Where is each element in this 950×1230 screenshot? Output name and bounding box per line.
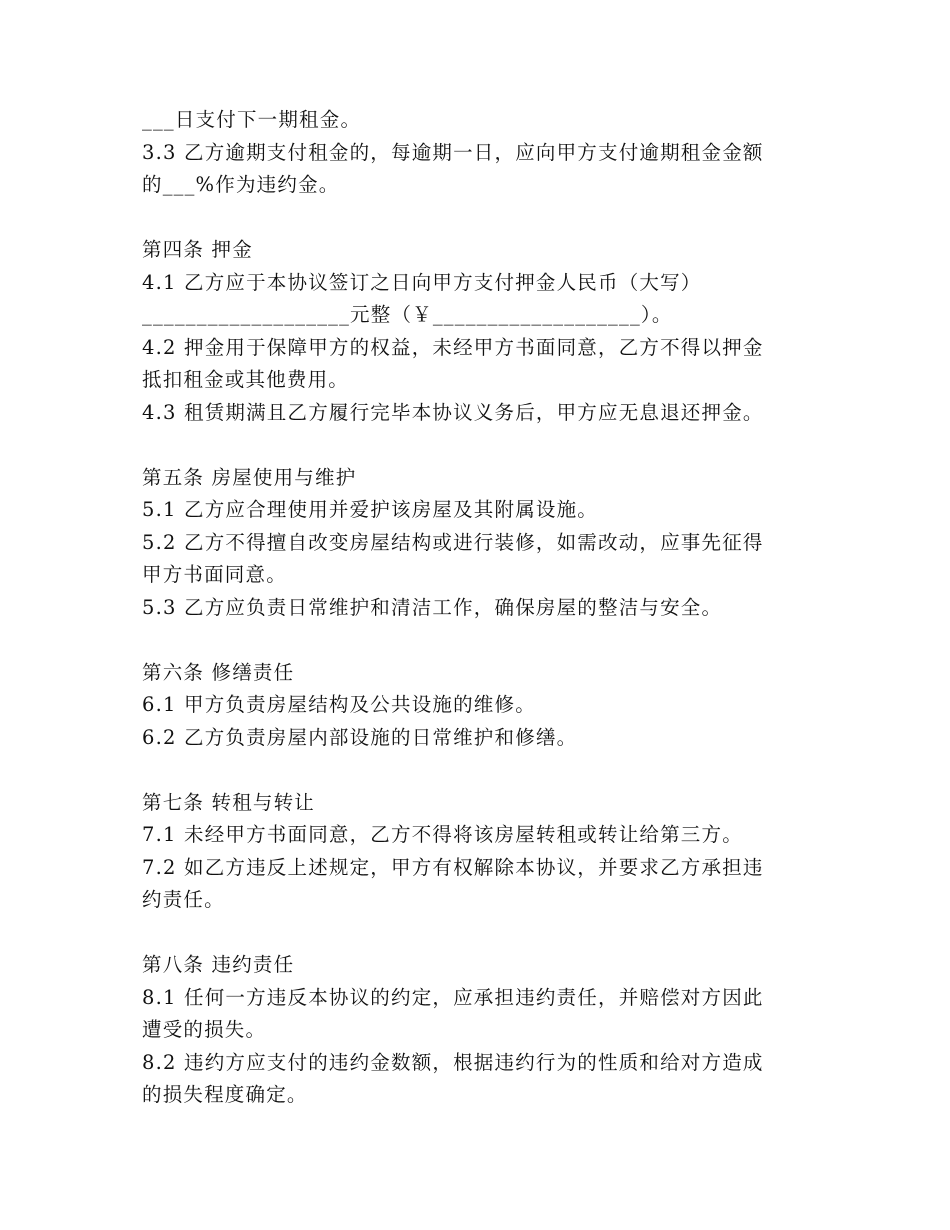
clause-7-2: 7.2 如乙方违反上述规定，甲方有权解除本协议，并要求乙方承担违 xyxy=(142,855,764,879)
document-page xyxy=(142,104,822,1112)
section-heading-8: 第八条 违约责任 xyxy=(142,953,295,976)
paragraph-gap xyxy=(142,202,822,235)
paragraph-gap xyxy=(142,429,822,462)
text-line: 甲方书面同意。 xyxy=(142,563,287,586)
text-line: 的损失程度确定。 xyxy=(142,1083,308,1106)
clause-8-1: 8.1 任何一方违反本协议的约定，应承担违约责任，并赔偿对方因此 xyxy=(142,985,764,1009)
paragraph-gap xyxy=(142,917,822,950)
text-line: 的___%作为违约金。 xyxy=(142,173,340,196)
clause-8-2: 8.2 违约方应支付的违约金数额，根据违约行为的性质和给对方造成 xyxy=(142,1050,764,1074)
section-heading-6: 第六条 修缮责任 xyxy=(142,660,295,684)
clause-5-1: 5.1 乙方应合理使用并爱护该房屋及其附属设施。 xyxy=(142,498,599,521)
clause-5-3: 5.3 乙方应负责日常维护和清洁工作，确保房屋的整洁与安全。 xyxy=(142,595,723,619)
clause-5-2: 5.2 乙方不得擅自改变房屋结构或进行装修，如需改动，应事先征得 xyxy=(142,530,764,554)
clause-7-1: 7.1 未经甲方书面同意，乙方不得将该房屋转租或转让给第三方。 xyxy=(142,823,743,846)
section-heading-4: 第四条 押金 xyxy=(142,238,253,261)
paragraph-gap xyxy=(142,754,822,787)
text-line: 约责任。 xyxy=(142,888,225,911)
section-heading-7: 第七条 转租与转让 xyxy=(142,790,315,814)
paragraph-gap xyxy=(142,624,822,657)
section-heading-5: 第五条 房屋使用与维护 xyxy=(142,465,357,489)
text-line: ___________________元整（￥___________________）。 xyxy=(142,303,673,326)
text-line: 遭受的损失。 xyxy=(142,1018,267,1041)
clause-3-3: 3.3 乙方逾期支付租金的，每逾期一日，应向甲方支付逾期租金金额 xyxy=(142,140,764,164)
clause-4-3: 4.3 租赁期满且乙方履行完毕本协议义务后，甲方应无息退还押金。 xyxy=(142,400,764,424)
clause-6-2: 6.2 乙方负责房屋内部设施的日常维护和修缮。 xyxy=(142,725,578,749)
clause-4-2: 4.2 押金用于保障甲方的权益，未经甲方书面同意，乙方不得以押金 xyxy=(142,335,764,359)
text-line: 抵扣租金或其他费用。 xyxy=(142,368,350,391)
clause-6-1: 6.1 甲方负责房屋结构及公共设施的维修。 xyxy=(142,693,536,716)
text-line: ___日支付下一期租金。 xyxy=(142,108,362,131)
clause-4-1: 4.1 乙方应于本协议签订之日向甲方支付押金人民币（大写） xyxy=(142,270,702,294)
